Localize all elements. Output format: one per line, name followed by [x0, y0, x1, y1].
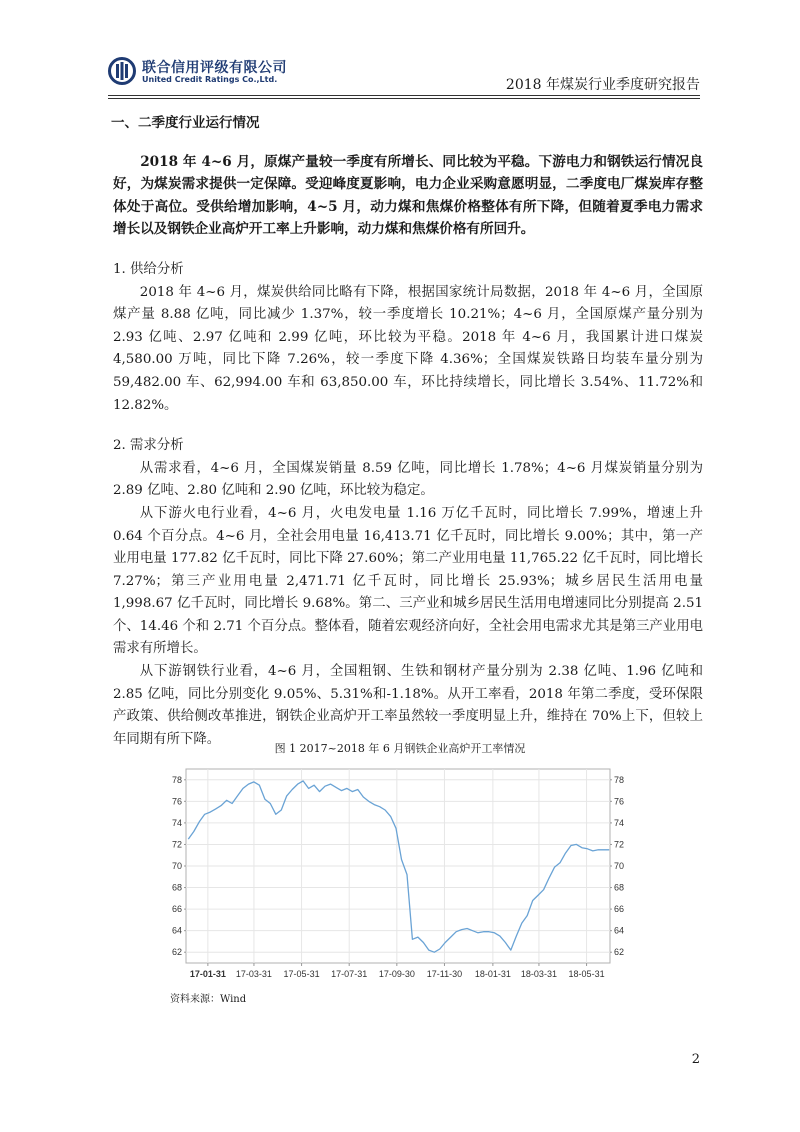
- x-tick-label: 17-11-30: [426, 969, 463, 979]
- company-name-cn: 联合信用评级有限公司: [142, 60, 287, 76]
- figure-source: 资料来源：Wind: [170, 994, 247, 1005]
- company-logo: [108, 55, 298, 95]
- header-divider: [108, 95, 700, 96]
- figure-caption: 图 1 2017~2018 年 6 月钢铁企业高炉开工率情况: [274, 742, 526, 755]
- y-tick-label-left: 76: [171, 796, 182, 807]
- demand-paragraph-3: 从下游钢铁行业看，4~6 月，全国粗钢、生铁和钢材产量分别为 2.38 亿吨、1.96 亿吨和 2.85 亿吨，同比分别变化 9.05%、5.31%和-1.18%。从开工率看，2018 年第二季度，受环保限产政策、供给侧改革推进，钢铁企业高炉开工率虽然较一季度明显上升，维持在 70%上下，但较上年同期有所下降。: [113, 664, 703, 747]
- y-tick-label-left: 66: [171, 904, 182, 915]
- x-tick-label: 17-01-31: [189, 969, 226, 979]
- y-tick-label-left: 72: [171, 839, 182, 850]
- y-tick-label-left: 78: [171, 774, 182, 785]
- demand-paragraph-2: 从下游火电行业看，4~6 月，火电发电量 1.16 万亿千瓦时，同比增长 7.99%，增速上升 0.64 个百分点。4~6 月，全社会用电量 16,413.71 亿千瓦时，同比增长 9.00%；其中，第一产业用电量 177.82 亿千瓦时，同比下降 27.60%；第二产业用电量 11,765.22 亿千瓦时，同比增长 7.27%；第三产业用电量 2,471.71 亿千瓦时，同比增长 25.93%；城乡居民生活用电量 1,998.67 亿千瓦时，同比增长 9.68%。第二、三产业和城乡居民生活用电增速同比分别提高 2.51 个、14.46 个和 2.71 个百分点。整体看，随着宏观经济向好，全社会用电需求尤其是第三产业用电需求有所增长。: [113, 505, 703, 657]
- y-tick-label-right: 72: [614, 839, 625, 850]
- y-tick-label-left: 70: [171, 861, 182, 871]
- x-tick-label: 17-05-31: [283, 969, 320, 979]
- supply-paragraph: 2018 年 4~6 月，煤炭供给同比略有下降，根据国家统计局数据，2018 年 4~6 月，全国原煤产量 8.88 亿吨，同比减少 1.37%，较一季度增长 10.21%；4~6 月，全国原煤产量分别为 2.93 亿吨、2.97 亿吨和 2.99 亿吨，环比较为平稳。2018 年 4~6 月，我国累计进口煤炭 4,580.00 万吨，同比下降 7.26%，较一季度下降 4.36%；全国煤炭铁路日均装车量分别为 59,482.00 车、62,994.00 车和 63,850.00 车，环比持续增长，同比增长 3.54%、11.72%和 12.82%。: [113, 284, 703, 413]
- y-tick-label-left: 74: [171, 817, 182, 828]
- y-tick-label-left: 68: [171, 882, 182, 893]
- document-body: [113, 112, 703, 751]
- y-tick-label-right: 76: [614, 796, 625, 807]
- y-tick-label-right: 66: [614, 904, 625, 915]
- y-tick-label-right: 70: [614, 861, 625, 871]
- blast-furnace-utilization-chart: [156, 763, 640, 985]
- x-tick-label: 17-09-30: [378, 969, 415, 979]
- x-tick-label: 17-07-31: [331, 969, 368, 979]
- company-name-en: United Credit Ratings Co.,Ltd.: [142, 75, 278, 84]
- x-tick-label: 18-03-31: [520, 969, 557, 979]
- y-tick-label-right: 64: [614, 925, 625, 936]
- x-tick-label: 18-05-31: [568, 969, 605, 979]
- y-tick-label-right: 62: [614, 947, 625, 958]
- y-tick-label-left: 62: [171, 947, 182, 958]
- supply-heading: 1. 供给分析: [113, 261, 184, 277]
- page-number: 2: [691, 1052, 700, 1067]
- y-tick-label-right: 78: [614, 774, 625, 785]
- demand-paragraph-1: 从需求看，4~6 月，全国煤炭销量 8.59 亿吨，同比增长 1.78%；4~6 月煤炭销量分别为 2.89 亿吨、2.80 亿吨和 2.90 亿吨，环比较为稳定。: [113, 460, 703, 499]
- demand-heading: 2. 需求分析: [113, 438, 184, 454]
- section-heading: 一、二季度行业运行情况: [111, 115, 260, 131]
- section-summary: 2018 年 4~6 月，原煤产量较一季度有所增长、同比较为平稳。下游电力和钢铁运行情况良好，为煤炭需求提供一定保障。受迎峰度夏影响，电力企业采购意愿明显，二季度电厂煤炭库存整体处于高位。受供给增加影响，4~5 月，动力煤和焦煤价格整体有所下降，但随着夏季电力需求增长以及钢铁企业高炉开工率上升影响，动力煤和焦煤价格有所回升。: [113, 153, 703, 238]
- y-tick-label-right: 68: [614, 882, 625, 893]
- x-tick-label: 18-01-31: [474, 969, 511, 979]
- header-divider-secondary: [108, 98, 700, 99]
- y-tick-label-left: 64: [171, 925, 182, 936]
- x-tick-label: 17-03-31: [235, 969, 272, 979]
- y-tick-label-right: 74: [614, 817, 625, 828]
- report-title: 2018 年煤炭行业季度研究报告: [505, 77, 700, 93]
- logo-emblem-icon: [108, 57, 136, 85]
